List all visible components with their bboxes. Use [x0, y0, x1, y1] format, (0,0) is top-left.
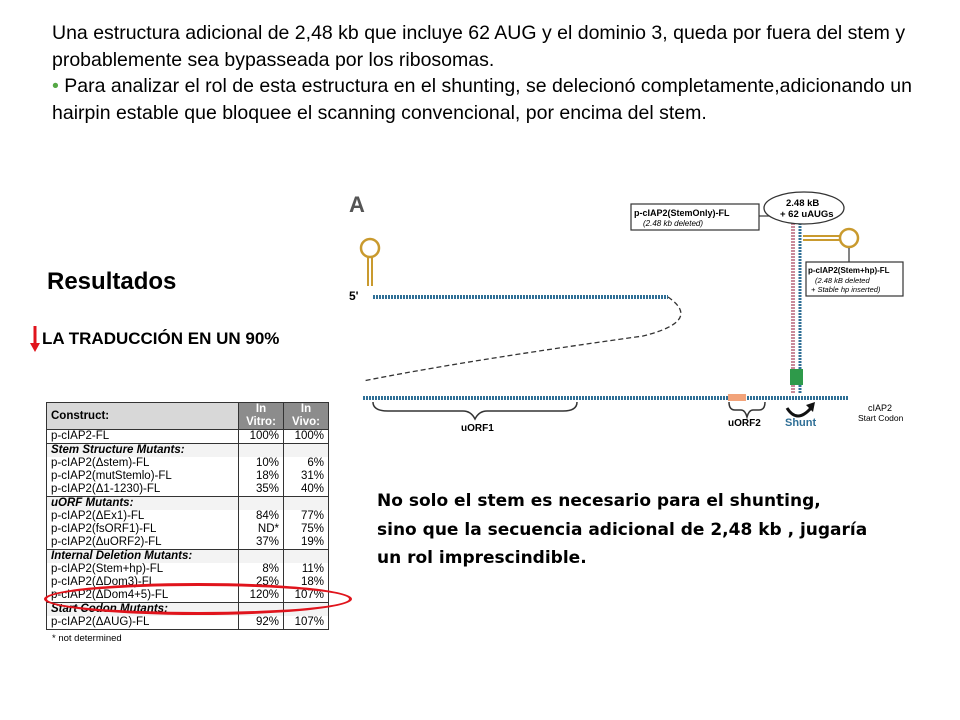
table-row [47, 430, 329, 444]
skipped-region-loop [363, 297, 681, 381]
section-heading: Resultados [47, 268, 177, 295]
table-row [47, 483, 329, 497]
uorf1-label: uORF1 [461, 423, 494, 434]
shunt-label: Shunt [785, 417, 817, 429]
construct-cell: p-cIAP2(mutStemlo)-FL [51, 470, 172, 482]
group-label: Stem Structure Mutants: [47, 444, 239, 458]
group-empty-cell [284, 497, 329, 511]
construct-cell: p-cIAP2(ΔDom4+5)-FL [51, 589, 169, 601]
construct-cell: p-cIAP2(ΔAUG)-FL [51, 616, 150, 628]
group-label: Internal Deletion Mutants: [47, 550, 239, 564]
construct-cell: p-cIAP2(Δ1-1230)-FL [51, 483, 161, 495]
construct-cell: p-cIAP2(Stem+hp)-FL [51, 563, 164, 575]
in-vivo-cell: 31% [284, 470, 329, 483]
group-empty-cell [239, 497, 284, 511]
in-vitro-cell: 18% [239, 470, 284, 483]
group-label: uORF Mutants: [47, 497, 239, 511]
in-vitro-cell: ND* [239, 523, 284, 536]
ciap2-label: cIAP2 [868, 403, 893, 413]
conclusion-text [377, 487, 867, 573]
down-arrow-icon [30, 326, 40, 352]
in-vivo-cell: 107% [284, 616, 329, 630]
intro-bullet-item [52, 73, 912, 126]
shunt-arrow-icon [787, 408, 811, 416]
in-vitro-cell: 84% [239, 510, 284, 523]
in-vitro-cell: 37% [239, 536, 284, 550]
construct-cell: p-cIAP2-FL [51, 430, 110, 442]
group-empty-cell [284, 550, 329, 564]
finding-text: LA TRADUCCIÓN EN UN 90% [42, 329, 280, 348]
in-vivo-cell: 100% [284, 430, 329, 444]
table-row [47, 470, 329, 483]
stem-hp-title: p-cIAP2(Stem+hp)-FL [808, 266, 890, 275]
in-vitro-cell: 120% [239, 589, 284, 603]
conclusion-line: sino que la secuencia adicional de 2,48 kb , jugaría [377, 519, 868, 540]
header-in-vitro: In Vitro: [239, 403, 284, 430]
bubble-line1: 2.48 kB [786, 198, 820, 209]
construct-cell: p-cIAP2(ΔDom3)-FL [51, 576, 156, 588]
table-header-row [47, 403, 329, 430]
stem-hp-subtitle1: (2.48 kB deleted [815, 276, 870, 285]
in-vitro-cell: 100% [239, 430, 284, 444]
start-codon-label: Start Codon [858, 413, 904, 423]
highlight-oval [44, 583, 352, 615]
table-row [47, 510, 329, 523]
in-vivo-cell: 40% [284, 483, 329, 497]
header-in-vivo: In Vivo: [284, 403, 329, 430]
group-empty-cell [284, 444, 329, 458]
uorf1-brace [373, 402, 577, 419]
in-vitro-cell: 35% [239, 483, 284, 497]
in-vivo-cell: 6% [284, 457, 329, 470]
shunting-figure [343, 186, 913, 441]
group-empty-cell [239, 550, 284, 564]
stem-only-subtitle: (2.48 kb deleted) [643, 219, 704, 228]
table-row [47, 563, 329, 576]
table-row [47, 536, 329, 550]
in-vivo-cell: 77% [284, 510, 329, 523]
in-vivo-cell: 75% [284, 523, 329, 536]
stem-hp-subtitle2: + Stable hp inserted) [811, 285, 881, 294]
inserted-hairpin-icon [803, 229, 858, 247]
intro-paragraph: Una estructura adicional de 2,48 kb que incluye 62 AUG y el dominio 3, queda por fuera del stem y probablemente sea bypasseada por los ribosomas. [52, 22, 906, 71]
in-vitro-cell: 10% [239, 457, 284, 470]
panel-label: A [349, 192, 365, 217]
in-vivo-cell: 19% [284, 536, 329, 550]
table-footnote: * not determined [52, 633, 122, 644]
intro-text [52, 20, 912, 126]
bullet-marker: • [52, 75, 59, 97]
bubble-line2: + 62 uAUGs [780, 209, 834, 220]
in-vitro-cell: 8% [239, 563, 284, 576]
conclusion-line: No solo el stem es necesario para el shunting, [377, 491, 821, 511]
in-vivo-cell: 107% [284, 589, 329, 603]
uorf2-marker [728, 394, 746, 401]
stem-only-title: p-cIAP2(StemOnly)-FL [634, 208, 730, 218]
bullet-text: Para analizar el rol de esta estructura en el shunting, se delecionó completamente,adicionando un hairpin estable que bloquee el scanning convencional, por encima del stem. [52, 75, 912, 124]
stem-green-marker [790, 369, 803, 385]
table-row [47, 457, 329, 470]
in-vitro-cell: 25% [239, 576, 284, 589]
in-vivo-cell: 11% [284, 563, 329, 576]
construct-cell: p-cIAP2(ΔEx1)-FL [51, 510, 145, 522]
table-row [47, 523, 329, 536]
construct-cell: p-cIAP2(fsORF1)-FL [51, 523, 157, 535]
uorf2-label: uORF2 [728, 418, 761, 429]
five-prime-label: 5' [349, 289, 359, 303]
uorf2-brace [729, 402, 765, 417]
table-group-row [47, 497, 329, 511]
construct-cell: p-cIAP2(Δstem)-FL [51, 457, 150, 469]
in-vivo-cell: 18% [284, 576, 329, 589]
table-group-row [47, 444, 329, 458]
in-vitro-cell: 92% [239, 616, 284, 630]
header-construct: Construct: [47, 403, 239, 430]
group-empty-cell [239, 444, 284, 458]
hairpin-icon [361, 239, 379, 286]
construct-cell: p-cIAP2(ΔuORF2)-FL [51, 536, 162, 548]
group-label: Start Codon Mutants: [47, 603, 239, 617]
table-group-row [47, 550, 329, 564]
finding-line [30, 326, 279, 352]
table-row [47, 616, 329, 630]
conclusion-line: un rol imprescindible. [377, 548, 587, 568]
